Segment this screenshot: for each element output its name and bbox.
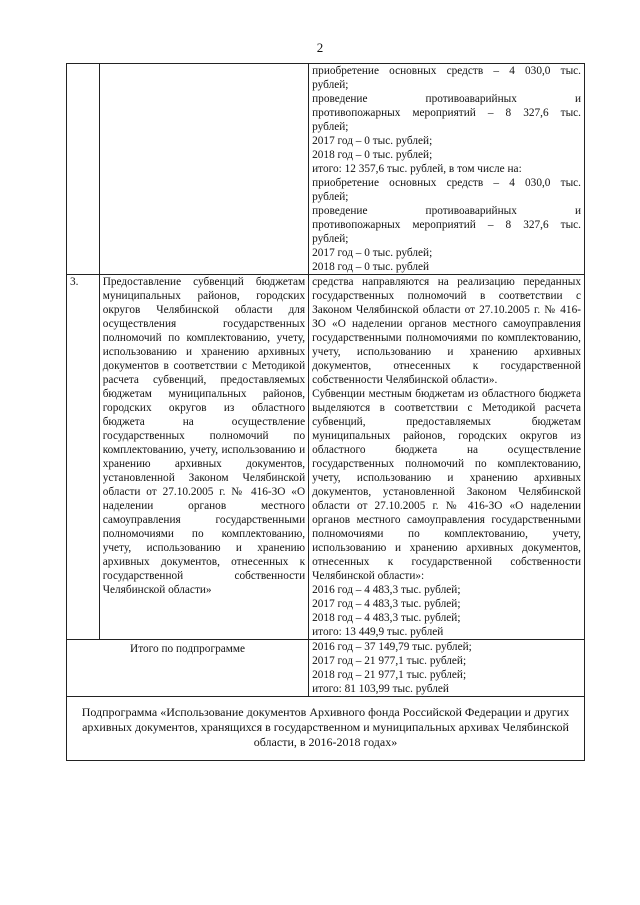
note-paragraph: Субвенции местным бюджетам из областного бюджета выделяются в соответствии с Методикой расчета субвенций, предоставляемых бюджетам муниципальных районов, городских округов из областного бюджета на осуществление государственных полномочий по комплектованию, учету, использованию и хранению архивных документов, установленной Законом Челябинской области от 27.10.2005 г. № 416-ЗО «О наделении органов местного самоуправления государственными полномочиями по комплектованию, учету, использованию и хранению архивных документов, отнесенных к государственной собственности Челябинской области»: xyxy=(312,388,581,582)
total-line: итого: 81 103,99 тыс. рублей xyxy=(312,683,449,695)
amount-line: 2018 год – 4 483,3 тыс. рублей; xyxy=(312,612,461,624)
note-line: приобретение основных средств – 4 030,0 тыс. xyxy=(312,177,581,189)
amount-line: итого: 13 449,9 тыс. рублей xyxy=(312,626,444,638)
note-line: противопожарных мероприятий – 8 327,6 тыс. xyxy=(312,219,581,231)
row-number-cell xyxy=(67,64,100,275)
row-note-cell xyxy=(309,275,585,640)
amount-line: 2017 год – 4 483,3 тыс. рублей; xyxy=(312,598,461,610)
note-line: 2017 год – 0 тыс. рублей; xyxy=(312,247,433,259)
total-line: 2016 год – 37 149,79 тыс. рублей; xyxy=(312,641,472,653)
table-row-3 xyxy=(67,275,585,640)
total-line: 2017 год – 21 977,1 тыс. рублей; xyxy=(312,655,467,667)
amount-line: 2016 год – 4 483,3 тыс. рублей; xyxy=(312,584,461,596)
row-description-cell: Предоставление субвенций бюджетам муниципальных районов, городских округов Челябинской области для осуществления государственных полномочий по комплектованию, учету, использованию и хранению архивных документов в соответствии с Методикой расчета субвенций, предоставляемых бюджетам муниципальных районов, городских округов из областного бюджета на осуществление государственных полномочий по комплектованию, учету, использованию и хранению архивных документов, установленной Законом Челябинской области от 27.10.2005 г. № 416-ЗО «О наделении органов местного самоуправления государственными полномочиями по комплектованию, учету, использованию и хранению архивных документов, отнесенных к государственной собственности Челябинской области» xyxy=(99,275,308,640)
note-paragraph: средства направляются на реализацию переданных государственных полномочий в соответствии с Законом Челябинской области от 27.10.2005 г. № 416-ЗО «О наделении органов местного самоуправления государственными полномочиями по комплектованию, учету, использованию и хранению архивных документов, отнесенных к государственной собственности Челябинской области». xyxy=(312,276,581,386)
row-note-cell xyxy=(309,64,585,275)
table-row-continuation xyxy=(67,64,585,275)
note-line: 2018 год – 0 тыс. рублей; xyxy=(312,149,433,161)
page-number: 2 xyxy=(316,40,324,55)
row-description-cell xyxy=(99,64,308,275)
note-line: 2017 год – 0 тыс. рублей; xyxy=(312,135,433,147)
row-number-cell: 3. xyxy=(67,275,100,640)
note-line: итого: 12 357,6 тыс. рублей, в том числе на: xyxy=(312,163,522,175)
total-label: Итого по подпрограмме xyxy=(67,640,309,697)
table-row-total xyxy=(67,640,585,697)
note-line: проведение противоаварийных и xyxy=(312,93,581,105)
total-line: 2018 год – 21 977,1 тыс. рублей; xyxy=(312,669,467,681)
note-line: 2018 год – 0 тыс. рублей xyxy=(312,261,430,273)
table-row-subprogram xyxy=(67,697,585,761)
note-line: приобретение основных средств – 4 030,0 тыс. xyxy=(312,65,581,77)
note-line: рублей; xyxy=(312,191,349,203)
note-line: проведение противоаварийных и xyxy=(312,205,581,217)
note-line: рублей; xyxy=(312,233,349,245)
note-line: рублей; xyxy=(312,79,349,91)
total-amounts-cell xyxy=(309,640,585,697)
subprogram-measures-table xyxy=(66,63,585,761)
subprogram-title: Подпрограмма «Использование документов Архивного фонда Российской Федерации и других архивных документов, хранящихся в государственном и муниципальных архивах Челябинской области, в 2016-2018 годах» xyxy=(67,697,585,761)
note-line: рублей; xyxy=(312,121,349,133)
note-line: противопожарных мероприятий – 8 327,6 тыс. xyxy=(312,107,581,119)
